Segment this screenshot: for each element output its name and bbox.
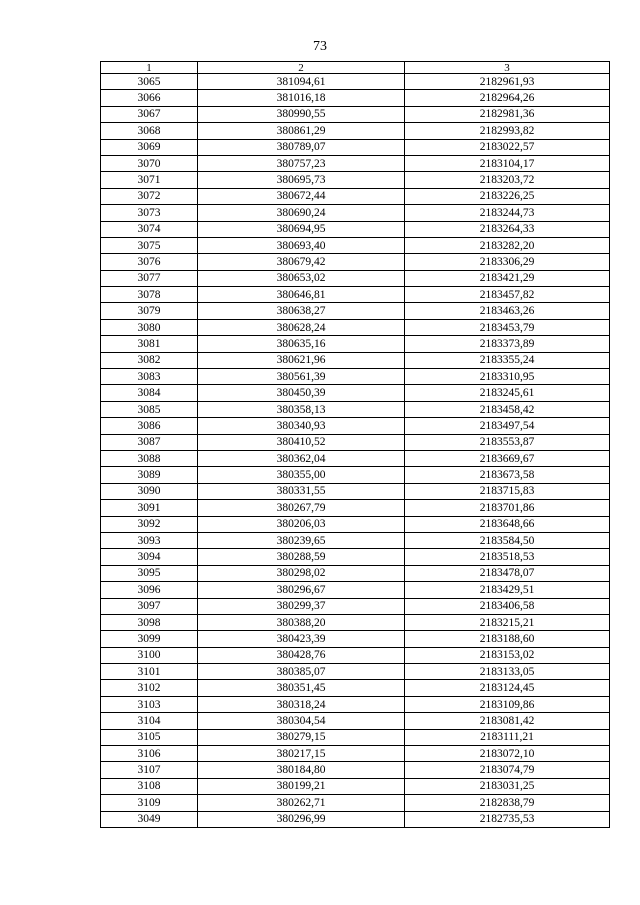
y-coordinate-cell: 2183203,72 — [405, 172, 610, 188]
x-coordinate-cell: 380351,45 — [198, 680, 405, 696]
point-number-cell: 3102 — [101, 680, 198, 696]
y-coordinate-cell: 2183429,51 — [405, 582, 610, 598]
x-coordinate-cell: 380694,95 — [198, 221, 405, 237]
table-row — [101, 647, 610, 663]
point-number-cell: 3098 — [101, 614, 198, 630]
point-number-cell: 3069 — [101, 139, 198, 155]
point-number-cell: 3072 — [101, 188, 198, 204]
x-coordinate-cell: 380362,04 — [198, 450, 405, 466]
table-row — [101, 696, 610, 712]
y-coordinate-cell: 2182961,93 — [405, 74, 610, 90]
table-row — [101, 516, 610, 532]
table-row — [101, 369, 610, 385]
point-number-cell: 3087 — [101, 434, 198, 450]
table-row — [101, 221, 610, 237]
x-coordinate-cell: 380267,79 — [198, 500, 405, 516]
point-number-cell: 3077 — [101, 270, 198, 286]
point-number-cell: 3068 — [101, 123, 198, 139]
y-coordinate-cell: 2183478,07 — [405, 565, 610, 581]
y-coordinate-cell: 2182981,36 — [405, 106, 610, 122]
y-coordinate-cell: 2183715,83 — [405, 483, 610, 499]
point-number-cell: 3106 — [101, 746, 198, 762]
y-coordinate-cell: 2183074,79 — [405, 762, 610, 778]
x-coordinate-cell: 380561,39 — [198, 369, 405, 385]
point-number-cell: 3066 — [101, 90, 198, 106]
y-coordinate-cell: 2183406,58 — [405, 598, 610, 614]
y-coordinate-cell: 2183111,21 — [405, 729, 610, 745]
x-coordinate-cell: 380789,07 — [198, 139, 405, 155]
point-number-cell: 3088 — [101, 450, 198, 466]
point-number-cell: 3079 — [101, 303, 198, 319]
coordinates-table — [100, 61, 610, 828]
x-coordinate-cell: 380990,55 — [198, 106, 405, 122]
table-row — [101, 303, 610, 319]
y-coordinate-cell: 2183373,89 — [405, 336, 610, 352]
table-row — [101, 467, 610, 483]
point-number-cell: 3097 — [101, 598, 198, 614]
point-number-cell: 3078 — [101, 287, 198, 303]
x-coordinate-cell: 380388,20 — [198, 614, 405, 630]
table-row — [101, 532, 610, 548]
y-coordinate-cell: 2183022,57 — [405, 139, 610, 155]
y-coordinate-cell: 2183518,53 — [405, 549, 610, 565]
table-row — [101, 205, 610, 221]
y-coordinate-cell: 2183124,45 — [405, 680, 610, 696]
table-row — [101, 746, 610, 762]
x-coordinate-cell: 380296,99 — [198, 811, 405, 827]
x-coordinate-cell: 380646,81 — [198, 287, 405, 303]
table-row — [101, 713, 610, 729]
point-number-cell: 3108 — [101, 778, 198, 794]
x-coordinate-cell: 381016,18 — [198, 90, 405, 106]
column-header-2: 2 — [198, 62, 405, 74]
point-number-cell: 3065 — [101, 74, 198, 90]
table-row — [101, 762, 610, 778]
x-coordinate-cell: 380672,44 — [198, 188, 405, 204]
table-header-row — [101, 62, 610, 74]
x-coordinate-cell: 380385,07 — [198, 664, 405, 680]
point-number-cell: 3099 — [101, 631, 198, 647]
table-row — [101, 139, 610, 155]
y-coordinate-cell: 2183310,95 — [405, 369, 610, 385]
y-coordinate-cell: 2183458,42 — [405, 401, 610, 417]
point-number-cell: 3085 — [101, 401, 198, 417]
y-coordinate-cell: 2183463,26 — [405, 303, 610, 319]
y-coordinate-cell: 2183355,24 — [405, 352, 610, 368]
column-header-1: 1 — [101, 62, 198, 74]
y-coordinate-cell: 2182993,82 — [405, 123, 610, 139]
x-coordinate-cell: 380690,24 — [198, 205, 405, 221]
x-coordinate-cell: 380861,29 — [198, 123, 405, 139]
point-number-cell: 3100 — [101, 647, 198, 663]
x-coordinate-cell: 380199,21 — [198, 778, 405, 794]
y-coordinate-cell: 2183264,33 — [405, 221, 610, 237]
point-number-cell: 3075 — [101, 237, 198, 253]
x-coordinate-cell: 380653,02 — [198, 270, 405, 286]
x-coordinate-cell: 380318,24 — [198, 696, 405, 712]
y-coordinate-cell: 2183421,29 — [405, 270, 610, 286]
table-row — [101, 664, 610, 680]
y-coordinate-cell: 2182735,53 — [405, 811, 610, 827]
point-number-cell: 3101 — [101, 664, 198, 680]
table-row — [101, 434, 610, 450]
y-coordinate-cell: 2183133,05 — [405, 664, 610, 680]
x-coordinate-cell: 380757,23 — [198, 155, 405, 171]
point-number-cell: 3095 — [101, 565, 198, 581]
table-row — [101, 598, 610, 614]
table-row — [101, 385, 610, 401]
x-coordinate-cell: 380423,39 — [198, 631, 405, 647]
x-coordinate-cell: 380358,13 — [198, 401, 405, 417]
point-number-cell: 3073 — [101, 205, 198, 221]
table-row — [101, 614, 610, 630]
point-number-cell: 3096 — [101, 582, 198, 598]
point-number-cell: 3076 — [101, 254, 198, 270]
x-coordinate-cell: 380184,80 — [198, 762, 405, 778]
table-row — [101, 401, 610, 417]
point-number-cell: 3090 — [101, 483, 198, 499]
table-row — [101, 483, 610, 499]
x-coordinate-cell: 380450,39 — [198, 385, 405, 401]
x-coordinate-cell: 380288,59 — [198, 549, 405, 565]
x-coordinate-cell: 380679,42 — [198, 254, 405, 270]
point-number-cell: 3104 — [101, 713, 198, 729]
x-coordinate-cell: 380428,76 — [198, 647, 405, 663]
table-row — [101, 90, 610, 106]
y-coordinate-cell: 2183282,20 — [405, 237, 610, 253]
x-coordinate-cell: 380298,02 — [198, 565, 405, 581]
point-number-cell: 3070 — [101, 155, 198, 171]
y-coordinate-cell: 2183244,73 — [405, 205, 610, 221]
y-coordinate-cell: 2183245,61 — [405, 385, 610, 401]
x-coordinate-cell: 381094,61 — [198, 74, 405, 90]
column-header-3: 3 — [405, 62, 610, 74]
table-row — [101, 319, 610, 335]
table-row — [101, 106, 610, 122]
y-coordinate-cell: 2183153,02 — [405, 647, 610, 663]
y-coordinate-cell: 2183497,54 — [405, 418, 610, 434]
point-number-cell: 3074 — [101, 221, 198, 237]
table-row — [101, 549, 610, 565]
point-number-cell: 3084 — [101, 385, 198, 401]
table-row — [101, 155, 610, 171]
table-row — [101, 795, 610, 811]
table-row — [101, 237, 610, 253]
point-number-cell: 3083 — [101, 369, 198, 385]
x-coordinate-cell: 380635,16 — [198, 336, 405, 352]
table-row — [101, 582, 610, 598]
table-row — [101, 729, 610, 745]
point-number-cell: 3081 — [101, 336, 198, 352]
table-row — [101, 352, 610, 368]
point-number-cell: 3080 — [101, 319, 198, 335]
x-coordinate-cell: 380340,93 — [198, 418, 405, 434]
y-coordinate-cell: 2183109,86 — [405, 696, 610, 712]
table-row — [101, 188, 610, 204]
point-number-cell: 3091 — [101, 500, 198, 516]
y-coordinate-cell: 2183081,42 — [405, 713, 610, 729]
table-body — [101, 74, 610, 828]
y-coordinate-cell: 2183104,17 — [405, 155, 610, 171]
x-coordinate-cell: 380206,03 — [198, 516, 405, 532]
y-coordinate-cell: 2183226,25 — [405, 188, 610, 204]
y-coordinate-cell: 2183457,82 — [405, 287, 610, 303]
x-coordinate-cell: 380279,15 — [198, 729, 405, 745]
page-number: 73 — [313, 39, 327, 54]
table-row — [101, 336, 610, 352]
table-row — [101, 254, 610, 270]
y-coordinate-cell: 2183072,10 — [405, 746, 610, 762]
table-row — [101, 418, 610, 434]
y-coordinate-cell: 2183031,25 — [405, 778, 610, 794]
x-coordinate-cell: 380355,00 — [198, 467, 405, 483]
y-coordinate-cell: 2183306,29 — [405, 254, 610, 270]
table-row — [101, 778, 610, 794]
y-coordinate-cell: 2183648,66 — [405, 516, 610, 532]
point-number-cell: 3082 — [101, 352, 198, 368]
y-coordinate-cell: 2183453,79 — [405, 319, 610, 335]
x-coordinate-cell: 380638,27 — [198, 303, 405, 319]
point-number-cell: 3093 — [101, 532, 198, 548]
point-number-cell: 3086 — [101, 418, 198, 434]
table-row — [101, 500, 610, 516]
x-coordinate-cell: 380628,24 — [198, 319, 405, 335]
table-row — [101, 123, 610, 139]
point-number-cell: 3109 — [101, 795, 198, 811]
table-row — [101, 172, 610, 188]
table-row — [101, 74, 610, 90]
y-coordinate-cell: 2182964,26 — [405, 90, 610, 106]
x-coordinate-cell: 380331,55 — [198, 483, 405, 499]
table-row — [101, 811, 610, 827]
point-number-cell: 3071 — [101, 172, 198, 188]
point-number-cell: 3103 — [101, 696, 198, 712]
point-number-cell: 3067 — [101, 106, 198, 122]
y-coordinate-cell: 2183701,86 — [405, 500, 610, 516]
x-coordinate-cell: 380695,73 — [198, 172, 405, 188]
table-row — [101, 287, 610, 303]
table-row — [101, 565, 610, 581]
x-coordinate-cell: 380217,15 — [198, 746, 405, 762]
y-coordinate-cell: 2183584,50 — [405, 532, 610, 548]
x-coordinate-cell: 380296,67 — [198, 582, 405, 598]
x-coordinate-cell: 380693,40 — [198, 237, 405, 253]
x-coordinate-cell: 380410,52 — [198, 434, 405, 450]
y-coordinate-cell: 2183188,60 — [405, 631, 610, 647]
point-number-cell: 3094 — [101, 549, 198, 565]
point-number-cell: 3105 — [101, 729, 198, 745]
table-row — [101, 680, 610, 696]
y-coordinate-cell: 2183673,58 — [405, 467, 610, 483]
y-coordinate-cell: 2183553,87 — [405, 434, 610, 450]
table-row — [101, 631, 610, 647]
table-row — [101, 270, 610, 286]
x-coordinate-cell: 380299,37 — [198, 598, 405, 614]
point-number-cell: 3107 — [101, 762, 198, 778]
point-number-cell: 3089 — [101, 467, 198, 483]
point-number-cell: 3049 — [101, 811, 198, 827]
x-coordinate-cell: 380304,54 — [198, 713, 405, 729]
y-coordinate-cell: 2183215,21 — [405, 614, 610, 630]
x-coordinate-cell: 380621,96 — [198, 352, 405, 368]
y-coordinate-cell: 2183669,67 — [405, 450, 610, 466]
table-row — [101, 450, 610, 466]
x-coordinate-cell: 380262,71 — [198, 795, 405, 811]
y-coordinate-cell: 2182838,79 — [405, 795, 610, 811]
point-number-cell: 3092 — [101, 516, 198, 532]
x-coordinate-cell: 380239,65 — [198, 532, 405, 548]
